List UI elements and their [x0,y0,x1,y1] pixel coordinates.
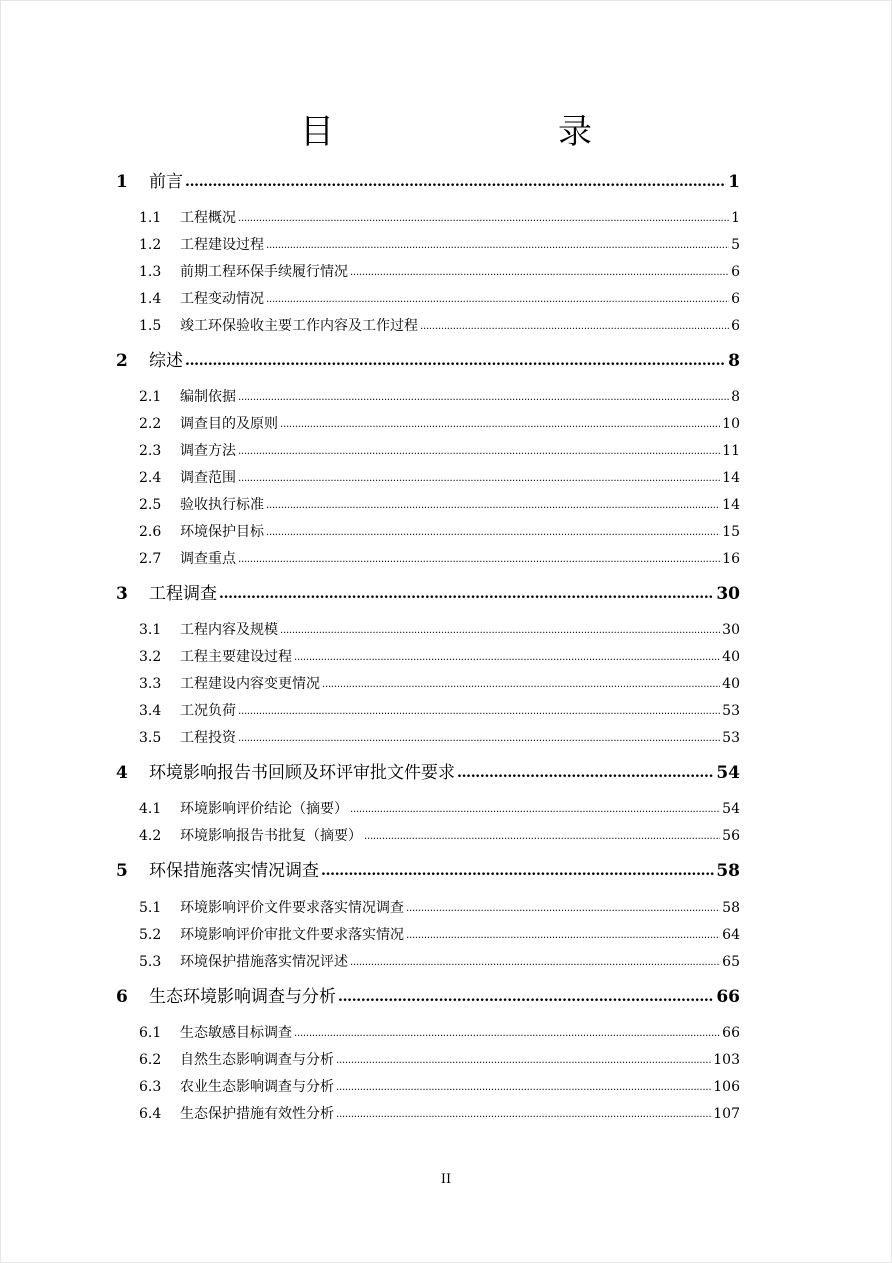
toc-leader [338,986,714,1006]
toc-leader [238,729,720,745]
toc-number: 3.5 [139,730,162,746]
toc-leader [336,1105,711,1121]
toc-number: 2 [116,351,128,371]
toc-leader [280,621,720,637]
toc-page-number: 14 [722,497,740,513]
toc-leader [336,1051,711,1067]
toc-text: 农业生态影响调查与分析 [180,1079,334,1095]
toc-section[interactable] [139,700,740,720]
page-number: II [440,1172,452,1187]
toc-page-number: 11 [722,443,740,459]
toc-page-number: 106 [713,1079,740,1095]
toc-text: 编制依据 [180,389,236,405]
toc-text: 调查范围 [180,470,236,486]
toc-section[interactable] [139,1103,740,1123]
toc-page-number: 107 [713,1106,740,1122]
toc-number: 2.2 [139,416,162,432]
toc-section[interactable] [139,673,740,693]
toc-text: 工程概况 [180,210,236,226]
toc-section[interactable] [139,288,740,308]
toc-number: 6.4 [139,1106,162,1122]
toc-page-number: 58 [722,900,740,916]
toc-section[interactable] [139,413,740,433]
toc-page-number: 66 [722,1025,740,1041]
toc-page-number: 1 [728,172,740,192]
toc-text: 环境影响评价审批文件要求落实情况 [180,927,404,943]
toc-section[interactable] [139,619,740,639]
toc-page-number: 54 [722,801,740,817]
toc-section[interactable] [139,646,740,666]
toc-text: 环境保护措施落实情况评述 [180,954,348,970]
toc-page-number: 15 [722,524,740,540]
toc-page-number: 40 [722,676,740,692]
toc-text: 工程变动情况 [180,291,264,307]
toc-number: 3.2 [139,649,162,665]
toc-section[interactable] [139,548,740,568]
toc-leader [406,926,720,942]
toc-chapter[interactable] [116,346,740,371]
toc-text: 工程主要建设过程 [180,649,292,665]
toc-leader [294,1024,720,1040]
toc-leader [321,860,714,880]
toc-leader [266,290,729,306]
toc-number: 6.3 [139,1079,162,1095]
toc-leader [280,415,720,431]
toc-leader [350,800,720,816]
toc-section[interactable] [139,467,740,487]
toc-leader [266,523,720,539]
toc-number: 1.2 [139,237,162,253]
toc-number: 5.1 [139,900,162,916]
toc-number: 1.3 [139,264,162,280]
toc-leader [350,263,729,279]
toc-number: 6 [116,987,128,1007]
toc-text: 工程投资 [180,730,236,746]
toc-title: 目 录 [300,112,644,152]
toc-leader [322,675,720,691]
toc-leader [238,442,720,458]
toc-text: 环境影响报告书批复（摘要） [180,828,362,844]
toc-text: 竣工环保验收主要工作内容及工作过程 [180,318,418,334]
toc-text: 环境影响评价结论（摘要） [180,801,348,817]
toc-number: 6.1 [139,1025,162,1041]
toc-section[interactable] [139,798,740,818]
toc-number: 5 [116,861,128,881]
toc-text: 综述 [149,351,183,371]
toc-page-number: 6 [731,264,740,280]
toc-page-number: 30 [716,584,740,604]
toc-leader [185,350,726,370]
toc-chapter[interactable] [116,167,740,192]
toc-number: 5.2 [139,927,162,943]
toc-number: 4.2 [139,828,162,844]
toc-number: 1.1 [139,210,162,226]
toc-page-number: 14 [722,470,740,486]
toc-leader [364,827,720,843]
toc-page-number: 40 [722,649,740,665]
toc-leader [350,953,720,969]
toc-page-number: 64 [722,927,740,943]
toc-page-number: 54 [716,763,740,783]
toc-number: 2.6 [139,524,162,540]
toc-section[interactable] [139,494,740,514]
toc-leader [457,762,714,782]
toc-number: 2.5 [139,497,162,513]
toc-leader [336,1078,711,1094]
toc-text: 工程建设过程 [180,237,264,253]
toc-chapter[interactable] [116,758,740,783]
toc-number: 4 [116,763,128,783]
toc-section[interactable] [139,207,740,227]
toc-text: 生态环境影响调查与分析 [149,987,336,1007]
toc-page-number: 66 [716,987,740,1007]
toc-leader [238,702,720,718]
toc-section[interactable] [139,261,740,281]
toc-section[interactable] [139,1076,740,1096]
toc-number: 4.1 [139,801,162,817]
toc-text: 调查方法 [180,443,236,459]
toc-number: 3.3 [139,676,162,692]
toc-page-number: 103 [713,1052,740,1068]
toc-leader [238,550,720,566]
toc-leader [266,236,729,252]
toc-number: 1.4 [139,291,162,307]
toc-leader [406,899,720,915]
toc-section[interactable] [139,951,740,971]
toc-number: 3.1 [139,622,162,638]
toc-page-number: 6 [731,291,740,307]
toc-leader [238,209,729,225]
toc-text: 工程调查 [149,584,217,604]
toc-chapter[interactable] [116,982,740,1007]
toc-leader [294,648,720,664]
toc-page-number: 6 [731,318,740,334]
toc-number: 1.5 [139,318,162,334]
toc-text: 环境保护目标 [180,524,264,540]
toc-text: 调查重点 [180,551,236,567]
toc-number: 6.2 [139,1052,162,1068]
toc-text: 环境影响评价文件要求落实情况调查 [180,900,404,916]
toc-chapter[interactable] [116,579,740,604]
toc-leader [238,388,729,404]
toc-number: 2.7 [139,551,162,567]
toc-leader [185,171,726,191]
toc-text: 环保措施落实情况调查 [149,861,319,881]
toc-section[interactable] [139,1049,740,1069]
toc-leader [420,317,729,333]
toc-section[interactable] [139,386,740,406]
toc-leader [238,469,720,485]
toc-text: 工程建设内容变更情况 [180,676,320,692]
toc-page-number: 58 [716,861,740,881]
toc-page-number: 10 [722,416,740,432]
toc-number: 3.4 [139,703,162,719]
toc-number: 3 [116,584,128,604]
toc-number: 5.3 [139,954,162,970]
toc-section[interactable] [139,315,740,335]
toc-page-number: 8 [731,389,740,405]
toc-section[interactable] [139,825,740,845]
toc-text: 工程内容及规模 [180,622,278,638]
toc-section[interactable] [139,1022,740,1042]
toc-chapter[interactable] [116,856,740,881]
toc-page-number: 5 [731,237,740,253]
toc-text: 生态保护措施有效性分析 [180,1106,334,1122]
toc-section[interactable] [139,234,740,254]
toc-section[interactable] [139,440,740,460]
toc-leader [266,496,720,512]
toc-page-number: 65 [722,954,740,970]
toc-page-number: 53 [722,730,740,746]
toc-text: 调查目的及原则 [180,416,278,432]
toc-page-number: 8 [728,351,740,371]
toc-section[interactable] [139,897,740,917]
toc-section[interactable] [139,924,740,944]
toc-section[interactable] [139,727,740,747]
toc-page-number: 1 [731,210,740,226]
toc-number: 1 [116,172,128,192]
toc-text: 工况负荷 [180,703,236,719]
toc-text: 前言 [149,172,183,192]
toc-number: 2.3 [139,443,162,459]
toc-section[interactable] [139,521,740,541]
toc-leader [219,583,714,603]
toc-text: 验收执行标准 [180,497,264,513]
toc-text: 自然生态影响调查与分析 [180,1052,334,1068]
toc-text: 环境影响报告书回顾及环评审批文件要求 [149,763,455,783]
toc-page-number: 56 [722,828,740,844]
toc-number: 2.4 [139,470,162,486]
toc-page-number: 30 [722,622,740,638]
toc-page-number: 16 [722,551,740,567]
toc-number: 2.1 [139,389,162,405]
toc-text: 前期工程环保手续履行情况 [180,264,348,280]
toc-text: 生态敏感目标调查 [180,1025,292,1041]
toc-page-number: 53 [722,703,740,719]
